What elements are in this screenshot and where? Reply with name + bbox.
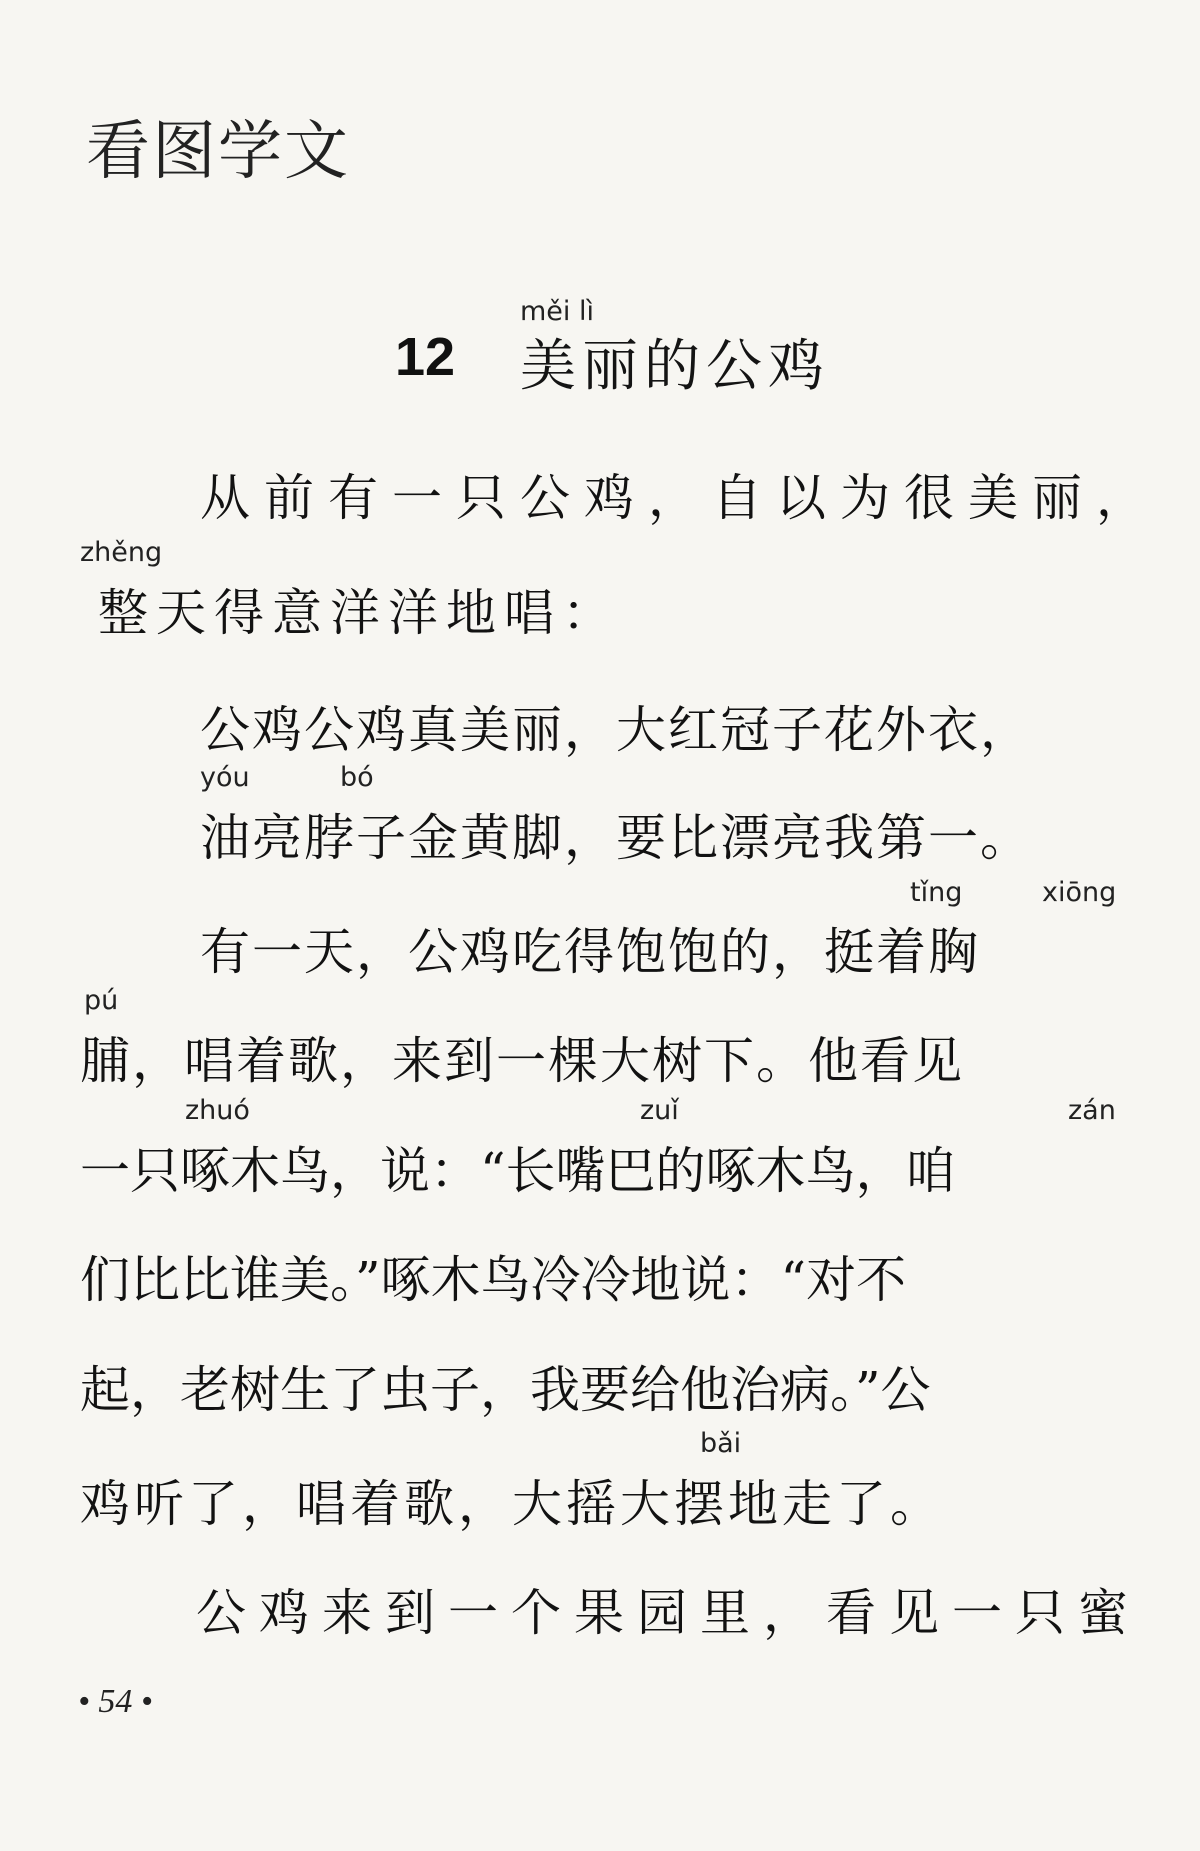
text-line-9: 起，老树生了虫子，我要给他治病。”公 (80, 1361, 931, 1419)
pinyin-ting: tǐng (910, 877, 963, 908)
pinyin-bo: bó (340, 762, 374, 793)
pinyin-you: yóu (200, 762, 250, 793)
text-line-7: 一只啄木鸟，说：“长嘴巴的啄木鸟，咱 (80, 1142, 956, 1200)
pinyin-zheng: zhěng (80, 537, 163, 568)
lesson-number: 12 (395, 327, 456, 387)
text-line-10: 鸡听了，唱着歌，大摇大摆地走了。 (80, 1475, 944, 1533)
pinyin-zan: zán (1068, 1095, 1116, 1126)
text-line-2: 整天得意洋洋地唱： (98, 584, 620, 642)
text-line-11: 公鸡来到一个果园里，看见一只蜜 (196, 1584, 1141, 1642)
pinyin-zhuo: zhuó (185, 1095, 250, 1126)
text-line-8: 们比比谁美。”啄木鸟冷冷地说：“对不 (80, 1251, 907, 1309)
page-number: • 54 • (78, 1683, 153, 1720)
text-line-5: 有一天，公鸡吃得饱饱的，挺着胸 (200, 923, 980, 981)
poem-line-1: 公鸡公鸡真美丽，大红冠子花外衣， (200, 701, 1032, 759)
pinyin-pu: pú (84, 985, 119, 1016)
pinyin-bai: bǎi (700, 1428, 742, 1459)
pinyin-xiong: xiōng (1042, 877, 1117, 908)
text-line-6: 脯，唱着歌，来到一棵大树下。他看见 (80, 1032, 964, 1090)
title-pinyin: měi lì (520, 296, 594, 327)
poem-line-2: 油亮脖子金黄脚，要比漂亮我第一。 (200, 809, 1032, 867)
text-line-1: 从前有一只公鸡，自以为很美丽， (200, 469, 1160, 527)
lesson-title: 美丽的公鸡 (520, 334, 830, 399)
section-heading: 看图学文 (86, 115, 350, 189)
pinyin-zui: zuǐ (640, 1095, 679, 1126)
